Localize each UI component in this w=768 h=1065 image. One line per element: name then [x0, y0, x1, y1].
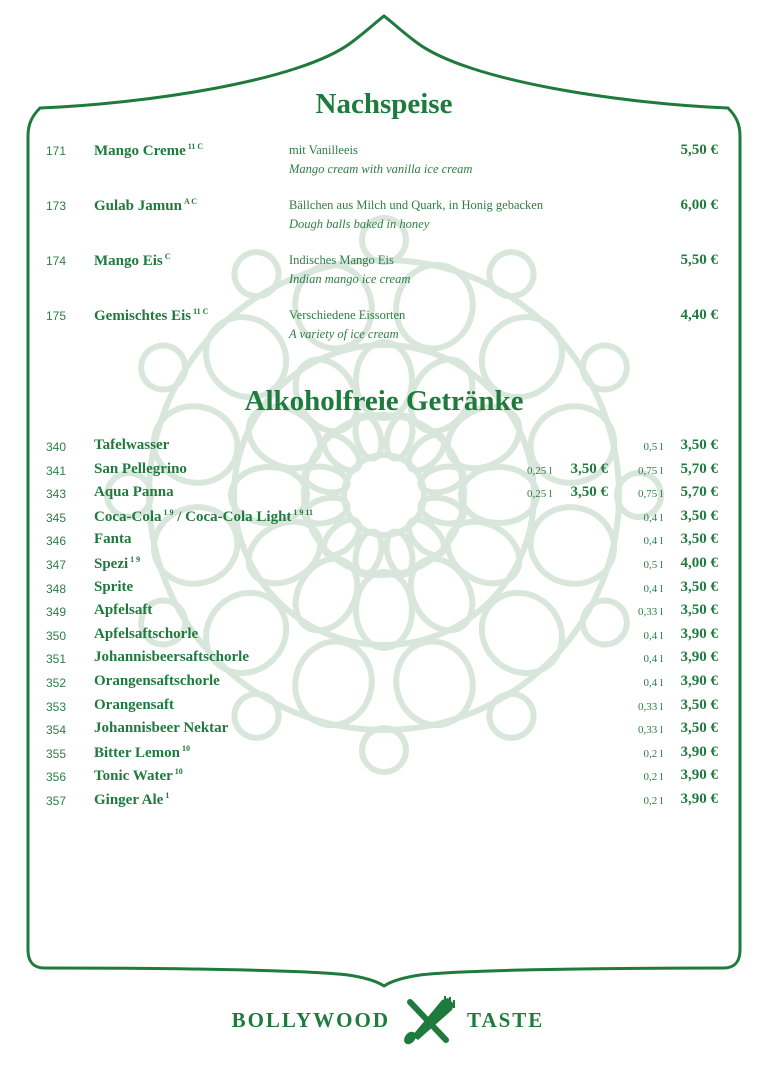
brand-name-right: TASTE — [467, 1008, 545, 1032]
item-name: Spezi $^{1 9}$ — [94, 555, 141, 572]
item-name: Johannisbeersaftschorle — [94, 649, 249, 666]
item-name: Apfelsaft — [94, 602, 153, 619]
item-name: Fanta — [94, 531, 132, 548]
item-number: 352 — [46, 676, 67, 690]
allergen-codes: 1 — [165, 791, 170, 800]
allergen-codes: 10 — [174, 767, 183, 777]
item-description-de: Verschiedene Eissorten — [289, 308, 406, 322]
item-volume: 0,4 l — [643, 677, 663, 689]
item-volume-small: 0,25 l — [526, 464, 552, 477]
item-description-en: Indian mango ice cream — [289, 272, 411, 286]
item-description-de: Bällchen aus Milch und Quark, in Honig gebacken — [289, 198, 544, 212]
item-price: 3,90 € — [680, 649, 718, 666]
item-price: 3,50 € — [680, 507, 718, 524]
item-price-small: 3,50 € — [570, 460, 608, 477]
item-number: 174 — [46, 254, 67, 268]
item-number: 340 — [46, 440, 67, 454]
item-volume: 0,5 l — [643, 441, 663, 453]
item-volume: 0,4 l — [643, 511, 663, 524]
allergen-codes: 1 9 11 — [293, 507, 313, 517]
allergen-codes: 1 9 — [130, 555, 141, 564]
item-name: Aqua Panna — [94, 484, 174, 501]
item-name: Tonic Water $^{10}$ — [94, 767, 183, 785]
allergen-codes: 10 — [181, 743, 190, 753]
item-price: 4,00 € — [680, 555, 718, 571]
item-volume: 0,2 l — [643, 747, 663, 760]
item-name: Gulab Jamun $^{A C}$ — [94, 197, 198, 214]
item-number: 349 — [46, 605, 67, 620]
item-description-de: mit Vanilleeis — [289, 143, 358, 157]
item-price: 3,50 € — [680, 437, 718, 453]
item-volume: 0,4 l — [643, 653, 663, 666]
item-price: 5,50 € — [680, 252, 718, 268]
item-volume: 0,4 l — [643, 629, 663, 642]
item-price: 3,90 € — [680, 743, 718, 760]
item-price: 3,90 € — [680, 625, 718, 642]
fork-knife-icon — [398, 996, 460, 1046]
allergen-codes: A C — [183, 197, 198, 206]
item-number: 347 — [46, 558, 67, 572]
item-price: 4,40 € — [680, 307, 718, 323]
item-price: 3,50 € — [680, 578, 718, 595]
item-volume: 0,75 l — [637, 464, 663, 477]
allergen-codes: C — [164, 252, 171, 261]
brand-name-left: BOLLYWOOD — [231, 1008, 390, 1032]
item-number: 350 — [46, 628, 67, 643]
item-volume: 0,33 l — [637, 700, 663, 713]
item-volume: 0,2 l — [643, 771, 663, 784]
item-price: 6,00 € — [680, 197, 718, 213]
item-number: 346 — [46, 534, 67, 549]
item-name: Apfelsaftschorle — [94, 625, 199, 642]
item-number: 356 — [46, 770, 67, 785]
item-number: 175 — [46, 309, 67, 323]
allergen-codes: 1 9 — [163, 507, 174, 517]
item-number: 348 — [46, 581, 67, 596]
item-price: 3,50 € — [680, 720, 718, 737]
item-price: 5,70 € — [680, 484, 718, 501]
item-price: 3,90 € — [680, 791, 718, 807]
item-number: 354 — [46, 723, 67, 738]
allergen-codes: 11 C — [193, 307, 209, 316]
item-number: 345 — [46, 510, 67, 525]
item-price: 5,70 € — [680, 460, 718, 477]
item-volume: 0,4 l — [643, 582, 663, 595]
item-volume: 0,5 l — [643, 559, 663, 571]
item-volume: 0,33 l — [637, 606, 663, 619]
item-volume: 0,33 l — [637, 724, 663, 737]
item-price: 3,90 € — [680, 767, 718, 784]
item-number: 173 — [46, 199, 67, 213]
section-title-desserts: Nachspeise — [315, 88, 453, 120]
item-name: Sprite — [94, 578, 134, 595]
item-description-en: A variety of ice cream — [289, 327, 399, 341]
item-name: Orangensaft — [94, 696, 174, 713]
allergen-codes: 11 C — [187, 142, 204, 151]
item-description-de: Indisches Mango Eis — [289, 253, 394, 267]
item-number: 353 — [46, 699, 67, 714]
item-number: 355 — [46, 746, 67, 761]
item-volume: 0,4 l — [643, 535, 663, 548]
item-volume: 0,2 l — [643, 795, 663, 807]
item-price-small: 3,50 € — [570, 484, 608, 501]
item-number: 357 — [46, 794, 67, 808]
item-name: Gemischtes Eis $^{11 C}$ — [94, 307, 209, 324]
item-price: 3,50 € — [680, 696, 718, 713]
item-name: Coca-Cola $^{1 9}$ / Coca-Cola Light $^{1 9 11}$ — [94, 507, 313, 525]
item-name: San Pellegrino — [94, 460, 187, 477]
item-name: Tafelwasser — [94, 437, 170, 453]
item-price: 5,50 € — [680, 142, 718, 158]
item-description-en: Dough balls baked in honey — [289, 217, 430, 231]
item-name: Ginger Ale $^1$ — [94, 791, 170, 808]
item-number: 341 — [46, 463, 67, 478]
item-name: Mango Creme $^{11 C}$ — [94, 142, 204, 159]
item-price: 3,50 € — [680, 531, 718, 548]
item-name: Bitter Lemon $^{10}$ — [94, 743, 190, 761]
item-number: 171 — [46, 144, 67, 158]
item-name: Johannisbeer Nektar — [94, 720, 229, 737]
item-name: Orangensaftschorle — [94, 673, 220, 689]
item-number: 343 — [46, 487, 67, 502]
item-price: 3,50 € — [680, 602, 718, 619]
item-description-en: Mango cream with vanilla ice cream — [289, 162, 473, 176]
item-volume-small: 0,25 l — [526, 488, 552, 501]
item-price: 3,90 € — [680, 673, 718, 689]
section-title-drinks: Alkoholfreie Getränke — [244, 385, 524, 417]
item-name: Mango Eis $^C$ — [94, 252, 171, 269]
item-number: 351 — [46, 652, 67, 667]
item-volume: 0,75 l — [637, 488, 663, 501]
